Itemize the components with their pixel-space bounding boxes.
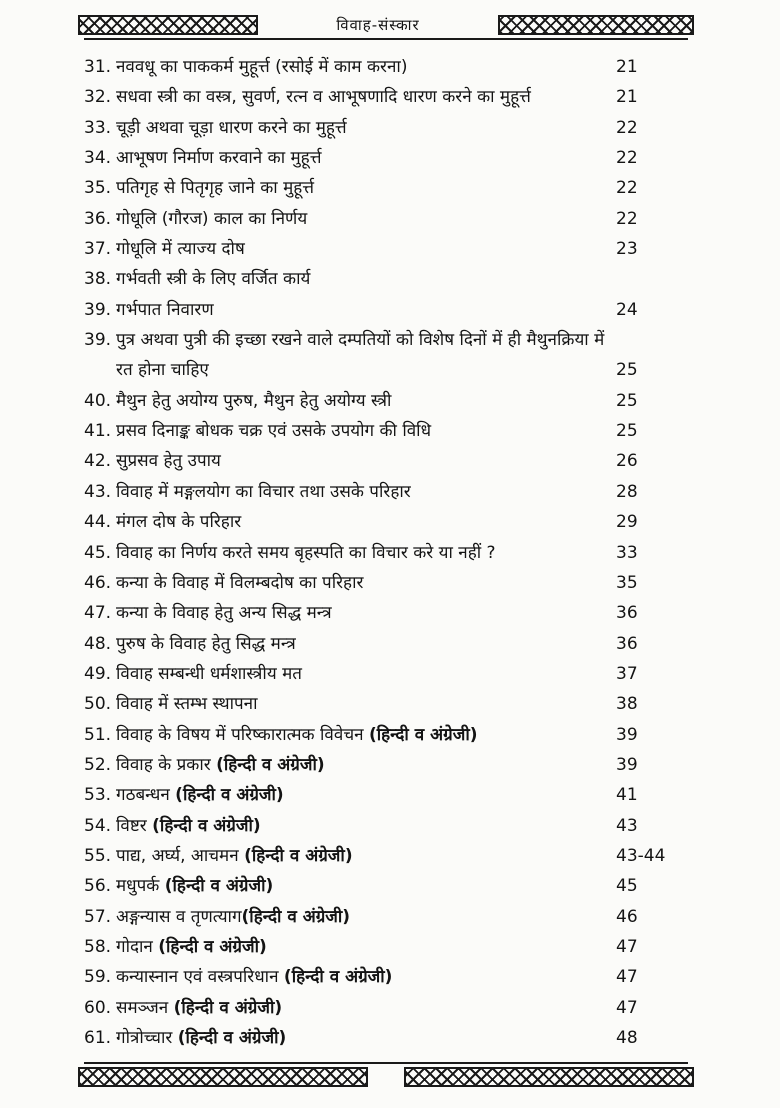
toc-entry-title-text: गोदान [116, 936, 159, 957]
toc-entry-page: 23 [616, 239, 638, 260]
toc-entry-page: 48 [616, 1028, 638, 1048]
toc-entry [84, 993, 688, 1023]
toc-entry [84, 234, 688, 264]
toc-entry-title [116, 416, 626, 446]
toc-entry [84, 750, 688, 780]
toc-entry-page: 28 [616, 481, 638, 502]
toc-entry-number: 58. [84, 936, 112, 957]
toc-entry-page: 22 [616, 208, 638, 229]
toc-entry-title [116, 841, 626, 871]
toc-entry-title-text: विवाह का निर्णय करते समय बृहस्पति का विचार करे या नहीं ? [116, 542, 496, 563]
toc-entry [84, 659, 688, 689]
toc-entry [84, 264, 688, 294]
toc-entry [84, 689, 688, 719]
toc-entry-title-text: पाद्य, अर्घ्य, आचमन [116, 845, 245, 866]
toc-entry-number: 43. [84, 481, 112, 502]
toc-entry-language-note: (हिन्दी व अंग्रेजी) [241, 906, 351, 927]
toc-entry-title-text: गठबन्धन [116, 785, 176, 806]
toc-entry-title-text: मैथुन हेतु अयोग्य पुरुष, मैथुन हेतु अयोग्य स्त्री [116, 390, 392, 411]
toc-entry [84, 325, 688, 386]
footer-rule [84, 1062, 688, 1064]
toc-entry-title-text: पुरुष के विवाह हेतु सिद्ध मन्त्र [116, 633, 296, 654]
toc-entry [84, 295, 688, 325]
toc-entry-title-text: गर्भपात निवारण [116, 299, 214, 320]
toc-entry-number: 31. [84, 57, 112, 77]
toc-entry-page: 41 [616, 785, 638, 806]
toc-entry-page: 45 [616, 876, 638, 897]
toc-entry-number: 51. [84, 724, 112, 745]
toc-entry-page: 22 [616, 148, 638, 169]
toc-entry-title [116, 173, 626, 203]
toc-entry-title-text: चूड़ी अथवा चूड़ा धारण करने का मुहूर्त्त [116, 117, 347, 138]
toc-entry-page: 21 [616, 57, 638, 77]
toc-entry-number: 53. [84, 785, 112, 806]
toc-entry-title [116, 204, 626, 234]
header-band [78, 14, 694, 36]
table-of-contents [84, 52, 688, 1053]
toc-entry-number: 40. [84, 390, 112, 411]
toc-entry-title [116, 932, 626, 962]
toc-entry-language-note: (हिन्दी व अंग्रेजी) [164, 876, 274, 897]
toc-entry-page: 47 [616, 936, 638, 957]
toc-entry [84, 720, 688, 750]
toc-entry-title-text: अङ्गन्यास व तृणत्याग [116, 906, 242, 927]
toc-entry [84, 598, 688, 628]
toc-entry-language-note: (हिन्दी व अंग्रेजी) [152, 815, 261, 836]
toc-entry [84, 902, 688, 932]
toc-entry [84, 173, 688, 203]
toc-entry-title-text: गोधूलि (गौरज) काल का निर्णय [116, 208, 308, 229]
toc-entry [84, 629, 688, 659]
toc-entry-title-text: गोत्रोच्चार [116, 1028, 178, 1048]
toc-entry-language-note: (हिन्दी व अंग्रेजी) [158, 936, 267, 957]
toc-entry-title-text: विवाह के विषय में परिष्कारात्मक विवेचन [116, 724, 369, 745]
ornament-border-right [498, 15, 694, 35]
toc-entry-number: 39. [84, 330, 112, 351]
toc-entry-title [116, 659, 626, 689]
toc-entry-number: 39. [84, 299, 112, 320]
toc-entry-title [116, 52, 626, 82]
toc-entry-number: 55. [84, 845, 112, 866]
toc-entry-title [116, 780, 626, 810]
toc-entry-language-note: (हिन्दी व अंग्रेजी) [283, 967, 393, 988]
toc-entry-number: 60. [84, 997, 112, 1018]
toc-entry-title [116, 902, 626, 932]
toc-entry-number: 35. [84, 178, 112, 199]
toc-entry-page: 24 [616, 299, 638, 320]
toc-entry-page: 21 [616, 87, 638, 108]
toc-entry [84, 871, 688, 901]
ornament-border-left [78, 15, 258, 35]
toc-entry-language-note: (हिन्दी व अंग्रेजी) [244, 845, 353, 866]
ornament-border-left [78, 1067, 368, 1087]
running-header-title: विवाह-संस्कार [336, 16, 420, 34]
toc-entry-title [116, 568, 626, 598]
toc-entry-number: 61. [84, 1028, 112, 1048]
toc-entry-title-text: कन्यास्नान एवं वस्त्रपरिधान [116, 967, 284, 988]
toc-entry-title [116, 598, 626, 628]
toc-entry-title [116, 113, 626, 143]
toc-entry-title-text: मधुपर्क [116, 876, 165, 897]
toc-entry [84, 446, 688, 476]
toc-entry-page: 29 [616, 512, 638, 533]
toc-entry-page: 47 [616, 997, 638, 1018]
toc-entry-number: 48. [84, 633, 112, 654]
toc-entry-page: 39 [616, 724, 638, 745]
toc-entry-number: 47. [84, 603, 112, 624]
toc-entry-title-text: नववधू का पाककर्म मुहूर्त्त (रसोई में काम करना) [116, 57, 408, 77]
toc-entry-page: 37 [616, 663, 638, 684]
toc-entry-title [116, 750, 626, 780]
toc-entry-page: 22 [616, 117, 638, 138]
toc-entry-title [116, 446, 626, 476]
toc-entry-title [116, 264, 626, 294]
toc-entry-page: 43 [616, 815, 638, 836]
toc-entry-number: 38. [84, 269, 112, 290]
toc-entry-page: 35 [616, 572, 638, 593]
toc-entry-number: 44. [84, 512, 112, 533]
toc-entry-title-text: पुत्र अथवा पुत्री की इच्छा रखने वाले दम्पतियों को विशेष दिनों में ही मैथुनक्रिया में रत होना चाहिए [116, 330, 605, 381]
toc-entry-title-text: विष्टर [116, 815, 153, 836]
toc-entry [84, 568, 688, 598]
toc-entry-number: 32. [84, 87, 112, 108]
toc-entry-title-text: सधवा स्त्री का वस्त्र, सुवर्ण, रत्न व आभूषणादि धारण करने का मुहूर्त्त [116, 87, 531, 108]
toc-entry-number: 33. [84, 117, 112, 138]
toc-entry [84, 386, 688, 416]
toc-entry-number: 34. [84, 148, 112, 169]
toc-entry-page: 39 [616, 754, 638, 775]
toc-entry [84, 932, 688, 962]
toc-entry-number: 46. [84, 572, 112, 593]
toc-entry-number: 49. [84, 663, 112, 684]
toc-entry-title [116, 507, 626, 537]
toc-entry-page: 26 [616, 451, 638, 472]
toc-entry [84, 538, 688, 568]
toc-entry-number: 36. [84, 208, 112, 229]
toc-entry [84, 143, 688, 173]
toc-entry-language-note: (हिन्दी व अंग्रेजी) [177, 1028, 287, 1048]
toc-entry-title-text: सुप्रसव हेतु उपाय [116, 451, 221, 472]
toc-entry-number: 59. [84, 967, 112, 988]
toc-entry [84, 52, 688, 82]
toc-entry-title-text: विवाह में स्तम्भ स्थापना [116, 694, 258, 715]
toc-entry-language-note: (हिन्दी व अंग्रेजी) [216, 754, 325, 775]
toc-entry-title-text: समञ्जन [116, 997, 174, 1018]
toc-entry-number: 54. [84, 815, 112, 836]
header-rule [84, 38, 688, 40]
toc-entry-title-text: विवाह के प्रकार [116, 754, 217, 775]
toc-entry-page: 36 [616, 633, 638, 654]
toc-entry-title [116, 143, 626, 173]
toc-entry-language-note: (हिन्दी व अंग्रेजी) [175, 785, 284, 806]
toc-entry-page: 47 [616, 967, 638, 988]
toc-entry [84, 811, 688, 841]
toc-entry-language-note: (हिन्दी व अंग्रेजी) [368, 724, 478, 745]
footer-band [78, 1066, 694, 1088]
toc-entry-page: 25 [616, 360, 638, 381]
toc-entry [84, 780, 688, 810]
toc-entry-title-text: आभूषण निर्माण करवाने का मुहूर्त्त [116, 148, 322, 169]
toc-entry-number: 50. [84, 694, 112, 715]
toc-entry [84, 113, 688, 143]
toc-entry-title [116, 993, 626, 1023]
toc-entry-page: 38 [616, 694, 638, 715]
toc-entry-page: 22 [616, 178, 638, 199]
toc-entry-number: 52. [84, 754, 112, 775]
toc-entry-title [116, 689, 626, 719]
toc-entry-title-text: विवाह सम्बन्धी धर्मशास्त्रीय मत [116, 663, 302, 684]
toc-entry-number: 57. [84, 906, 112, 927]
toc-entry-number: 56. [84, 876, 112, 897]
toc-entry-title [116, 477, 626, 507]
toc-entry-title [116, 234, 626, 264]
toc-entry [84, 204, 688, 234]
toc-entry-page: 43-44 [616, 845, 666, 866]
toc-entry-title-text: पतिगृह से पितृगृह जाने का मुहूर्त्त [116, 178, 315, 199]
toc-entry-page: 25 [616, 390, 638, 411]
toc-entry-title [116, 720, 626, 750]
toc-entry-page: 36 [616, 603, 638, 624]
toc-entry [84, 841, 688, 871]
toc-entry-page: 25 [616, 421, 638, 442]
toc-entry-page: 33 [616, 542, 638, 563]
toc-entry [84, 82, 688, 112]
toc-entry-language-note: (हिन्दी व अंग्रेजी) [173, 997, 283, 1018]
toc-entry-number: 42. [84, 451, 112, 472]
toc-entry [84, 416, 688, 446]
toc-entry [84, 477, 688, 507]
toc-entry-title [116, 82, 626, 112]
ornament-border-right [404, 1067, 694, 1087]
toc-entry-number: 41. [84, 421, 112, 442]
toc-entry-title [116, 962, 626, 992]
toc-entry-title-text: कन्या के विवाह में विलम्बदोष का परिहार [116, 572, 364, 593]
toc-entry [84, 1023, 688, 1053]
toc-entry-title-text: गर्भवती स्त्री के लिए वर्जित कार्य [116, 269, 311, 290]
toc-entry-title-text: मंगल दोष के परिहार [116, 512, 242, 533]
toc-entry-title [116, 386, 626, 416]
toc-entry-page: 46 [616, 906, 638, 927]
toc-entry-title [116, 629, 626, 659]
toc-entry-title-text: गोधूलि में त्याज्य दोष [116, 239, 245, 260]
toc-entry-title [116, 1023, 626, 1053]
toc-entry-title-text: कन्या के विवाह हेतु अन्य सिद्ध मन्त्र [116, 603, 332, 624]
toc-entry-number: 45. [84, 542, 112, 563]
toc-entry-title [116, 538, 626, 568]
toc-entry-title [116, 871, 626, 901]
toc-entry-title [116, 295, 626, 325]
toc-entry-title [116, 811, 626, 841]
toc-entry [84, 962, 688, 992]
toc-entry [84, 507, 688, 537]
toc-entry-title-text: प्रसव दिनाङ्क बोधक चक्र एवं उसके उपयोग की विधि [116, 421, 432, 442]
toc-entry-title-text: विवाह में मङ्गलयोग का विचार तथा उसके परिहार [116, 481, 411, 502]
toc-entry-number: 37. [84, 239, 112, 260]
toc-entry-title [116, 325, 626, 385]
